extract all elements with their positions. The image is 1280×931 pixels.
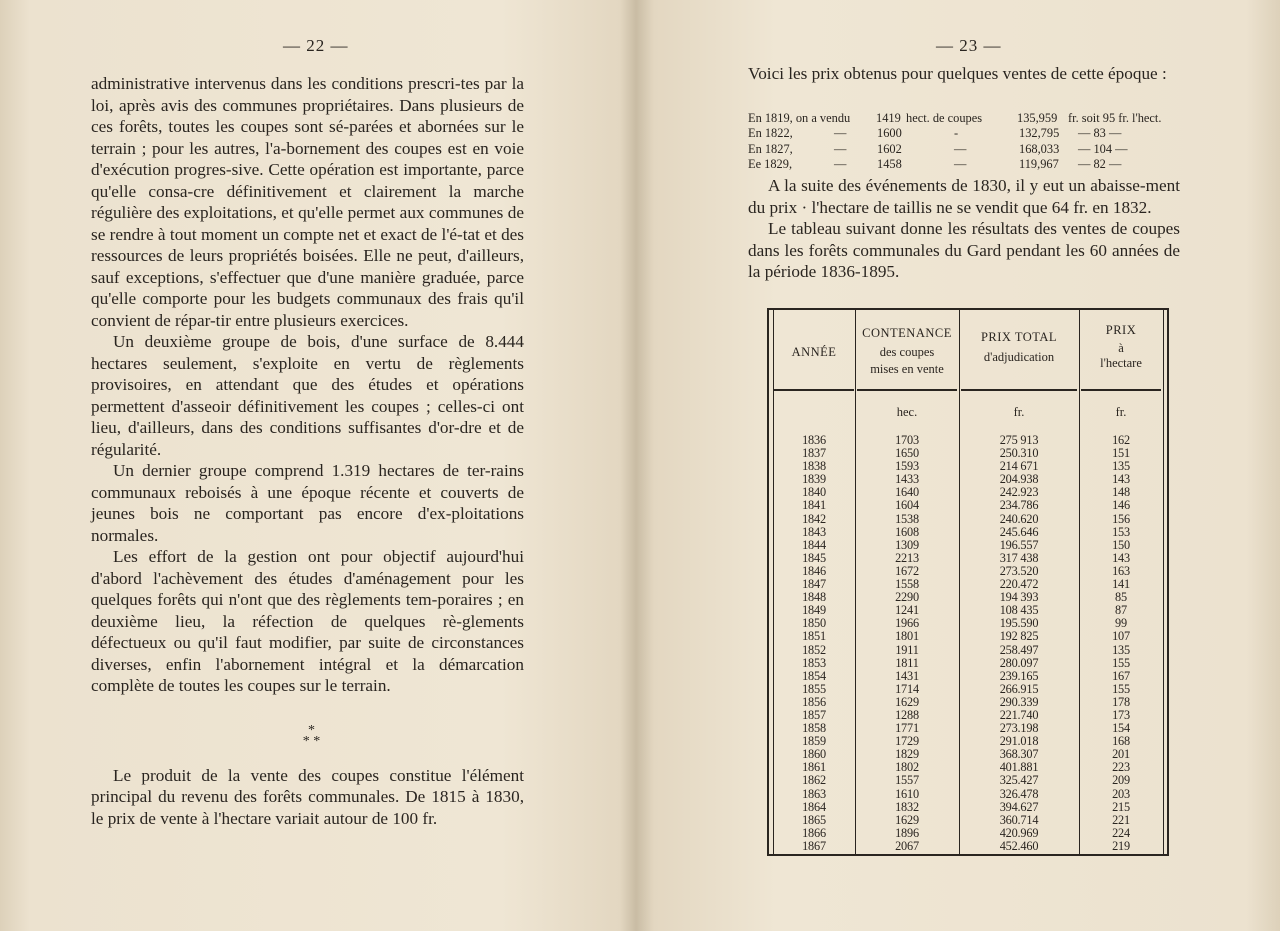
paragraph: A la suite des événements de 1830, il y eut un abaisse-ment du prix · l'hectare de taillis ne se vendit que 64 fr. en 1832. [748, 176, 1180, 217]
sales-row: En 1827, — 1602 — 168,033 — 104 — [748, 141, 1128, 156]
column-years: 1836 1837 1838 1839 1840 1841 1842 1843 1844 1845 1846 1847 1848 1849 1850 1851 1852 1853 1854 1855 1856 1857 1858 1859 1860 1861 1862 1863 1864 1865 1866 1867 [802, 433, 826, 853]
paragraph: Un dernier groupe comprend 1.319 hectares de ter-rains communaux reboisés à une époque récente et couverts de jeunes bois ne comportant pas encore d'ex-ploitations normales. [91, 461, 524, 545]
unit-fr: fr. [1013, 405, 1025, 419]
sales-row: En 1819, on a vendu 1419 hect. de coupes 135,959 fr. soit 95 fr. l'hect. [748, 111, 1162, 125]
paragraph: Les effort de la gestion ont pour objectif aujourd'hui d'abord l'achèvement des études d'aménagement pour les quelques forêts qui n'ont que des règlements tem-poraires ; en deuxième lieu, la réfection de quelques rè-glements défectueux ou qu'il faut modifier, par suite de circonstances diverses, enfin l'abornement intégral et la démarcation complète de toutes les coupes sur le terrain. [91, 547, 524, 695]
page-number: — 22 — [283, 36, 349, 55]
left-page [0, 0, 636, 931]
unit-hec: hec. [896, 405, 918, 419]
paragraph: administrative intervenus dans les conditions prescri-tes par la loi, après avis des communes propriétaires. Dans plusieurs de ces forêts, toutes les coupes sont sé-parées et abornées sur le terrain ; pour les autres, l'a-bornement des coupes est en voie d'exécution progres-sive. Cette opération est importante, parce qu'elle consa-cre définitivement et clairement la marche régulière des exploitations, et qu'elle permet aux communes de se rendre à tout moment un compte net et exact de l'é-tat et des ressources de leurs propriétés boisées. Elle ne peut, d'ailleurs, sauf exceptions, s'effectuer que d'une manière graduée, parce qu'elle comporte pour les budgets communaux des frais qu'il convient de répar-tir entre plusieurs exercices. [91, 74, 524, 330]
paragraph: Le produit de la vente des coupes constitue l'élément principal du revenu des forêts communales. De 1815 à 1830, le prix de vente à l'hectare variait autour de 100 fr. [91, 765, 524, 828]
paragraph: Le tableau suivant donne les résultats des ventes de coupes dans les forêts communales du Gard pendant les 60 années de la période 1836-1895. [748, 219, 1180, 281]
left-body-text [91, 73, 524, 829]
page-number: — 23 — [936, 36, 1002, 55]
sales-table: ANNÉE CONTENANCE des coupes mises en vente PRIX TOTAL d'adjudication PRIX à l'hectare hec. fr. fr. 1836 1837 1838 1839 1840 1841 1842 1843 1844 1845 1846 1847 1848 1849 1850 1851 1852 1853 1854 1855 1856 1857 1858 1859 1860 1861 1862 1863 1864 1865 1866 1867 1703 1650 1593 1433 1640 1604 1538 1608 1309 2213 1672 1558 2290 1241 1966 1801 1911 1811 1431 1714 1629 1288 1771 1729 1829 1802 1557 1610 1832 1629 1896 2067 275 913 250.310 214 671 204.938 242.923 234.786 240.620 245.646 196.557 317 438 273.520 220.472 194 393 108 435 195.590 192 825 258.497 280.097 239.165 266.915 290.339 221.740 273.198 291.018 368.307 401.881 325.427 326.478 394.627 360.714 420.969 452.460 162 151 135 143 148 146 156 153 150 143 163 141 85 87 99 107 135 155 167 155 178 173 154 168 201 223 209 203 215 221 224 219 [767, 308, 1169, 856]
column-per-hectare: 162 151 135 143 148 146 156 153 150 143 163 141 85 87 99 107 135 155 167 155 178 173 154 168 201 223 209 203 215 221 224 219 [1112, 433, 1130, 853]
column-areas: 1703 1650 1593 1433 1640 1604 1538 1608 1309 2213 1672 1558 2290 1241 1966 1801 1911 1811 1431 1714 1629 1288 1771 1729 1829 1802 1557 1610 1832 1629 1896 2067 [895, 433, 919, 853]
right-page [636, 0, 1280, 931]
header-prix-total: PRIX TOTAL [980, 330, 1058, 344]
unit-fr: fr. [1115, 405, 1127, 419]
column-totals: 275 913 250.310 214 671 204.938 242.923 234.786 240.620 245.646 196.557 317 438 273.520 220.472 194 393 108 435 195.590 192 825 258.497 280.097 239.165 266.915 290.339 221.740 273.198 291.018 368.307 401.881 325.427 326.478 394.627 360.714 420.969 452.460 [999, 433, 1039, 853]
sales-list [748, 111, 1180, 172]
header-prix: PRIX [1105, 323, 1137, 337]
sales-row: Ee 1829, — 1458 — 119,967 — 82 — [748, 156, 1122, 171]
sales-row: En 1822, — 1600 - 132,795 — 83 — [748, 126, 1122, 141]
asterism: * * * [302, 722, 321, 749]
body-text [748, 175, 1180, 283]
paragraph: Un deuxième groupe de bois, d'une surface de 8.444 hectares seulement, s'exploite en vertu de règlements provisoires, en attendant que des études et opérations permettent d'asseoir définitivement les coupes ; celles-ci ont lieu, d'ailleurs, dans des conditions suffisantes d'or-dre et de régularité. [91, 332, 524, 459]
header-annee: ANNÉE [791, 345, 837, 359]
paragraph: Voici les prix obtenus pour quelques ventes de cette époque : [748, 64, 1167, 83]
header-contenance: CONTENANCE [862, 326, 952, 340]
intro-text [748, 63, 1180, 85]
